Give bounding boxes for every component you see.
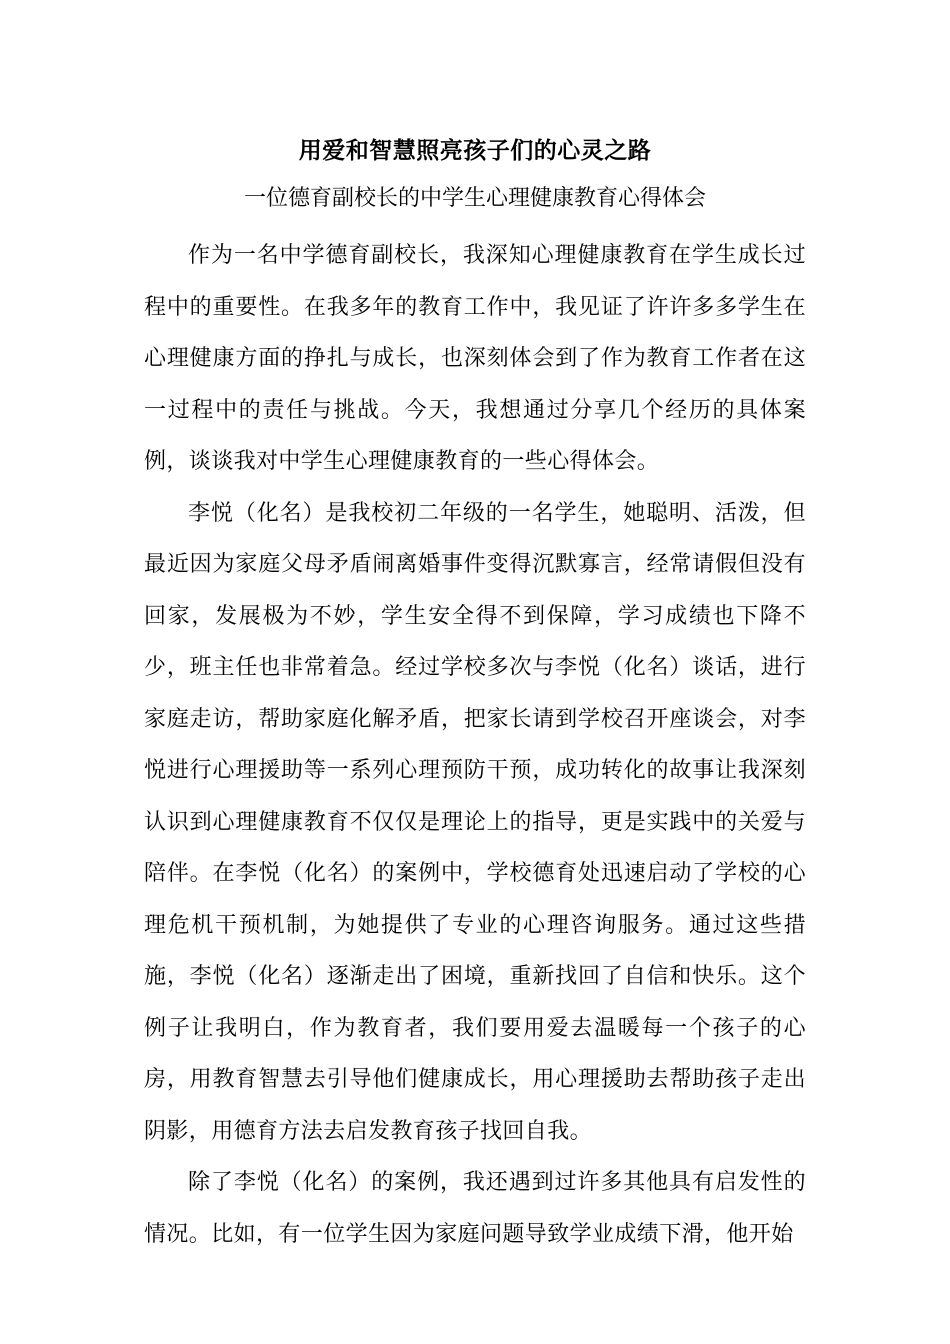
- paragraph-intro: 作为一名中学德育副校长，我深知心理健康教育在学生成长过程中的重要性。在我多年的教育工作中，我见证了许许多多学生在心理健康方面的挣扎与成长，也深刻体会到了作为教育工作者在这一过程中的责任与挑战。今天，我想通过分享几个经历的具体案例，谈谈我对中学生心理健康教育的一些心得体会。: [144, 243, 806, 474]
- document-title: 用爱和智慧照亮孩子们的心灵之路: [298, 137, 652, 164]
- document-subtitle: 一位德育副校长的中学生心理健康教育心得体会: [243, 186, 706, 211]
- paragraph-case-liyue: 李悦（化名）是我校初二年级的一名学生，她聪明、活泼，但最近因为家庭父母矛盾闹离婚事件变得沉默寡言，经常请假但没有回家，发展极为不妙，学生安全得不到保障，学习成绩也下降不少，班主任也非常着急。经过学校多次与李悦（化名）谈话，进行家庭走访，帮助家庭化解矛盾，把家长请到学校召开座谈会，对李悦进行心理援助等一系列心理预防干预，成功转化的故事让我深刻认识到心理健康教育不仅仅是理论上的指导，更是实践中的关爱与陪伴。在李悦（化名）的案例中，学校德育处迅速启动了学校的心理危机干预机制，为她提供了专业的心理咨询服务。通过这些措施，李悦（化名）逐渐走出了困境，重新找回了自信和快乐。这个例子让我明白，作为教育者，我们要用爱去温暖每一个孩子的心房，用教育智慧去引导他们健康成长，用心理援助去帮助孩子走出阴影，用德育方法去启发教育孩子找回自我。: [144, 500, 806, 1144]
- paragraph-other-cases: 除了李悦（化名）的案例，我还遇到过许多其他具有启发性的情况。比如，有一位学生因为家庭问题导致学业成绩下滑，他开始: [144, 1170, 806, 1247]
- document-body: [144, 230, 806, 1260]
